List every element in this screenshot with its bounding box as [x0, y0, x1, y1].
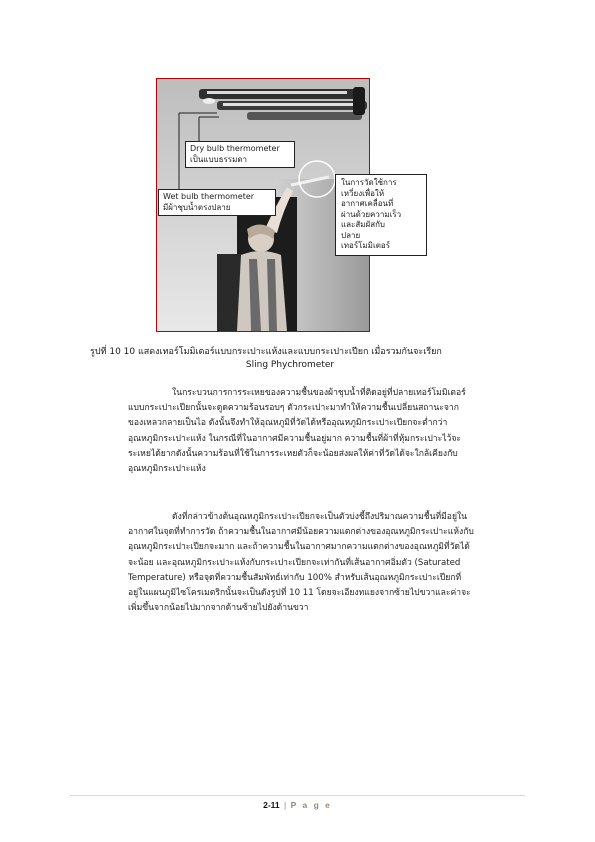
paragraph-line: ของเหลวกลายเป็นไอ ดังนั้นจึงทำให้อุณหภูมิที่วัดได้หรืออุณหภูมิกระเปาะเปียกจะต่ำกว่า — [128, 418, 448, 429]
page-number: 2-11 — [263, 800, 280, 810]
paragraph-line: ดังที่กล่าวข้างต้นอุณหภูมิกระเปาะเปียกจะเป็นตัวบ่งชี้ถึงปริมาณความชื้นที่มีอยู่ใน — [172, 512, 468, 522]
paragraph-line: อุณหภูมิกระเปาะแห้ง — [128, 464, 206, 475]
note-line: ผ่านด้วยความเร็ว — [341, 209, 402, 219]
wet-bulb-desc: มีผ้าชุบน้ำตรงปลาย — [163, 202, 231, 212]
paragraph-line: เพิ่มขึ้นจากน้อยไปมากจากด้านซ้ายไปยังด้านขวา — [128, 603, 309, 614]
paragraph-line: จะน้อย และอุณหภูมิกระเปาะแห้งกับกระเปาะเปียกจะเท่ากันที่เส้นอากาศอิ่มตัว (Saturated — [128, 557, 461, 568]
caption-line: รูปที่ 10 10 แสดงเทอร์โมมิเตอร์แบบกระเปาะแห้งและแบบกระเปาะเปียก เมื่อรวมกันจะเรียก — [90, 347, 442, 357]
paragraph-line: ระเหยได้ยากดังนั้นความร้อนที่ใช้ในการระเหยตัวก็จะน้อยส่งผลให้ค่าที่วัดได้จะใกล้เคียงกับ — [128, 448, 458, 459]
figure-caption — [90, 346, 530, 372]
note-line: ในการวัดใช้การ — [341, 178, 397, 187]
caption-term: Sling Phychrometer — [245, 360, 335, 370]
paragraph-line: Temperature) หรือจุดที่ความชื้นสัมพัทธ์เท่ากับ 100% สำหรับเส้นอุณหภูมิกระเปาะเปียกที่ — [128, 572, 462, 583]
footer-divider — [70, 795, 525, 796]
dry-bulb-desc: เป็นแบบธรรมดา — [190, 154, 248, 164]
paragraph-line: ในกระบวนการการระเหยของความชื้นของผ้าชุบน้ำที่ติดอยู่ที่ปลายเทอร์โมมิเตอร์ — [172, 388, 466, 398]
note-line: อากาศเคลื่อนที่ — [341, 199, 394, 208]
page-word: P a g e — [290, 800, 332, 810]
note-line: เหวี่ยงเพื่อให้ — [341, 188, 385, 198]
footer-separator: | — [284, 800, 287, 810]
paragraph-line: อุณหภูมิกระเปาะแห้ง ในกรณีที่ในอากาศมีความชื้นอยู่มาก ความชื้นที่ผ้าที่หุ้มกระเปาะไว้จะ — [128, 433, 462, 444]
dry-bulb-callout — [185, 141, 295, 168]
note-line: และสัมผัสกับ — [341, 220, 386, 229]
psychrometer-photo — [156, 78, 402, 332]
page-footer — [0, 800, 595, 810]
wet-bulb-callout — [158, 189, 276, 216]
usage-note-callout — [335, 174, 427, 256]
paragraph-line: อุณหภูมิกระเปาะเปียกจะมาก และถ้าความชื้นในอากาศมากความแตกต่างของอุณหภูมิที่วัดได้ — [128, 542, 470, 553]
dry-bulb-label: Dry bulb thermometer — [190, 144, 280, 153]
note-line: ปลาย — [341, 230, 361, 240]
paragraph-line: อยู่ในแผนภูมิไซโครเมตริกนั้นจะเป็นดังรูปที่ 10 11 โดยจะเอียงทแยงจากซ้ายไปขวาและค่าจะ — [128, 588, 471, 599]
paragraph-evaporation — [128, 386, 528, 477]
paragraph-humidity — [128, 510, 528, 616]
note-line: เทอร์โมมิเตอร์ — [341, 241, 390, 250]
paragraph-line: อากาศในจุดที่ทำการวัด ถ้าความชื้นในอากาศมีน้อยความแตกต่างของอุณหภูมิกระเปาะแห้งกับ — [128, 527, 474, 538]
wet-bulb-label: Wet bulb thermometer — [163, 192, 255, 201]
paragraph-line: แบบกระเปาะเปียกนั้นจะดูดความร้อนรอบๆ ตัวกระเปาะมาทำให้ความชื้นเปลี่ยนสถานะจาก — [128, 403, 459, 414]
